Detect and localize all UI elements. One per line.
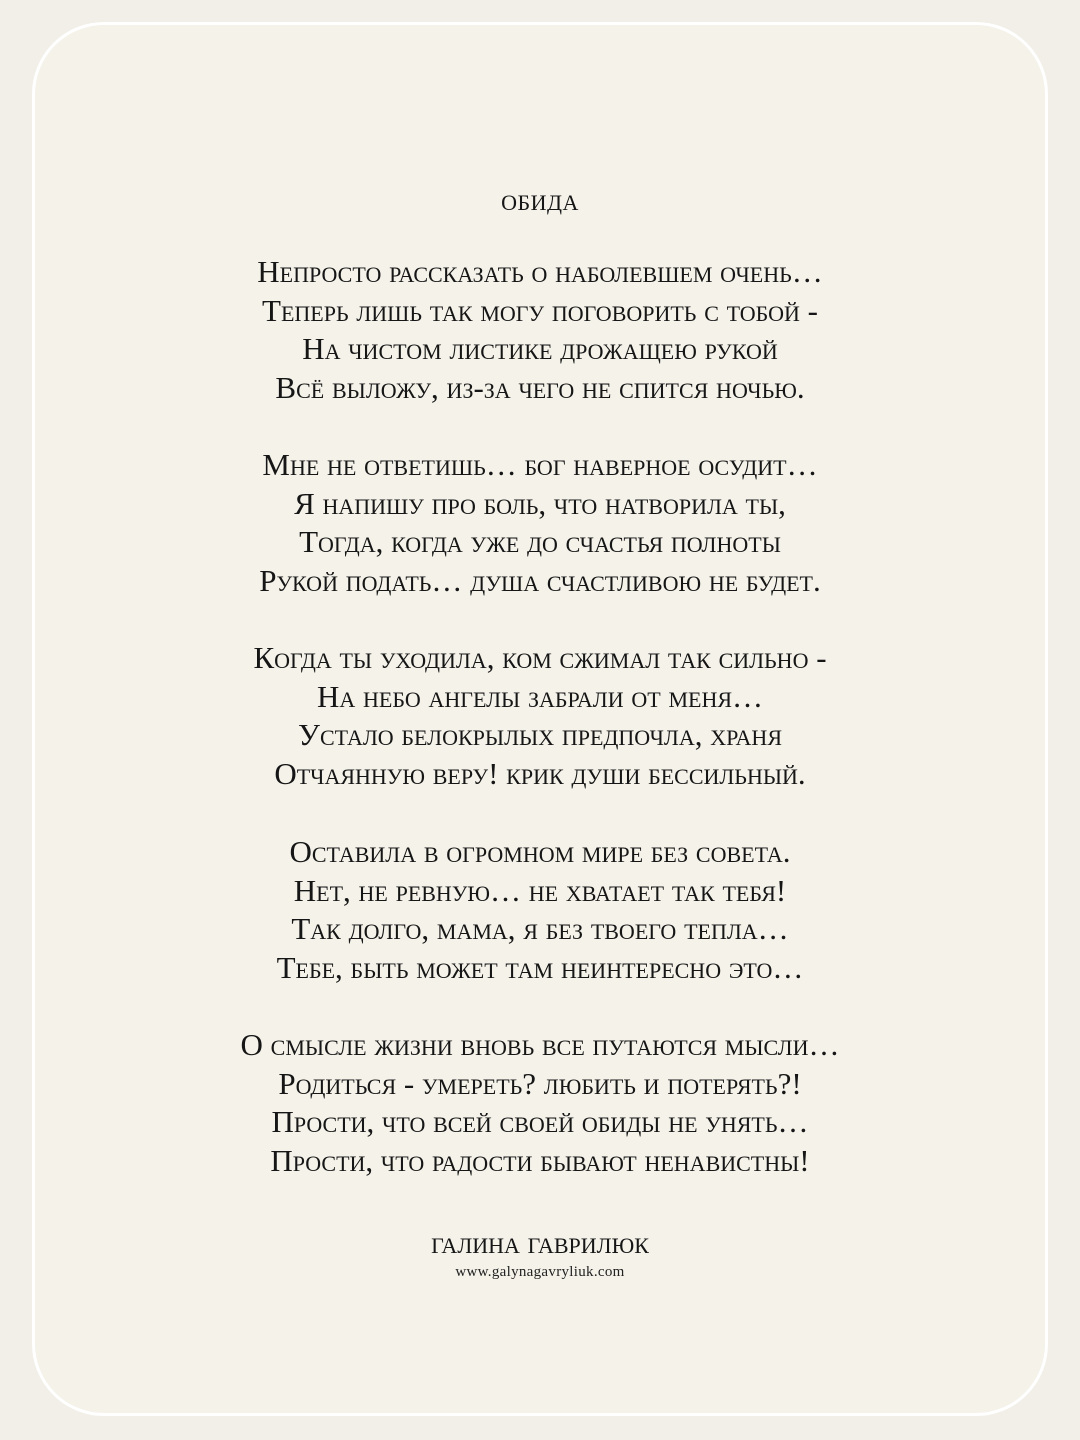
poem-line: Так долго, мама, я без твоего тепла… bbox=[291, 911, 789, 946]
author-website: www.galynagavryliuk.com bbox=[455, 1264, 625, 1280]
poem-line: Когда ты уходила, ком сжимал так сильно - bbox=[253, 640, 827, 675]
poem-line: На небо ангелы забрали от меня… bbox=[316, 678, 764, 714]
poem-line: Тогда, когда уже до счастья полноты bbox=[299, 524, 781, 559]
poem-line: Родиться - умереть? любить и потерять?! bbox=[278, 1065, 802, 1101]
poem-line: Теперь лишь так могу поговорить с тобой - bbox=[262, 292, 818, 328]
poem-line: Тебе, быть может там неинтересно это… bbox=[276, 949, 804, 985]
poem-line: Отчаянную веру! крик души бессильный. bbox=[274, 755, 806, 791]
stanza-1 bbox=[0, 253, 1080, 407]
poem-line: Прости, что радости бывают ненавистны! bbox=[270, 1142, 810, 1178]
stanza-4 bbox=[0, 833, 1080, 987]
poem-line: Всё выложу, из-за чего не спится ночью. bbox=[275, 369, 805, 405]
stanza-3 bbox=[0, 639, 1080, 793]
poem-line: Устало белокрылых предпочла, храня bbox=[297, 717, 782, 752]
poem-line: Прости, что всей своей обиды не унять… bbox=[271, 1104, 809, 1139]
stanza-2 bbox=[0, 446, 1080, 600]
poem-line: Я напишу про боль, что натворила ты, bbox=[294, 485, 786, 521]
poem-line: О смысле жизни вновь все путаются мысли… bbox=[240, 1027, 840, 1062]
stanza-5 bbox=[0, 1026, 1080, 1180]
poem-title: обида bbox=[501, 182, 579, 217]
poem-line: Нет, не ревную… не хватает так тебя! bbox=[293, 872, 787, 908]
poem-line: Непросто рассказать о наболевшем очень… bbox=[257, 254, 823, 289]
poem-line: Оставила в огромном мире без совета. bbox=[289, 834, 791, 869]
poem-line: На чистом листике дрожащею рукой bbox=[302, 331, 778, 366]
author-name: галина гаврилюк bbox=[431, 1225, 649, 1260]
poem-line: Рукой подать… душа счастливою не будет. bbox=[259, 562, 821, 598]
poem-line: Мне не ответишь… бог наверное осудит… bbox=[262, 447, 818, 482]
